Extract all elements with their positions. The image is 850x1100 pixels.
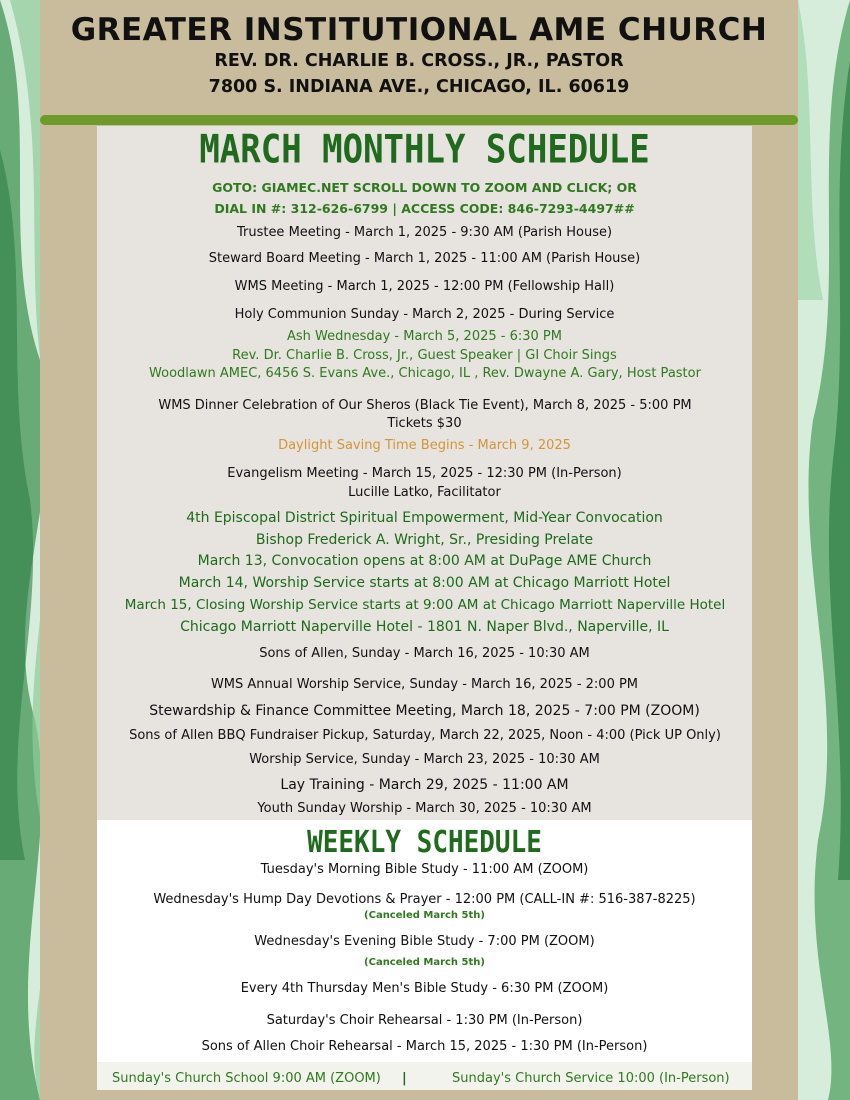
weekly-item: Wednesday's Evening Bible Study - 7:00 PM (ZOOM) bbox=[254, 934, 595, 949]
sunday-school-info: Sunday's Church School 9:00 AM (ZOOM) bbox=[112, 1071, 381, 1086]
weekly-item: Every 4th Thursday Men's Bible Study - 6:30 PM (ZOOM) bbox=[240, 981, 609, 996]
dial-in-info: DIAL IN #: 312-626-6799 | ACCESS CODE: 846-7293-4497## bbox=[214, 201, 635, 216]
weekly-item: Saturday's Choir Rehearsal - 1:30 PM (In-Person) bbox=[266, 1013, 583, 1028]
schedule-item: Woodlawn AMEC, 6456 S. Evans Ave., Chicago, IL , Rev. Dwayne A. Gary, Host Pastor bbox=[149, 366, 701, 381]
schedule-item: Worship Service, Sunday - March 23, 2025 - 10:30 AM bbox=[249, 752, 600, 767]
schedule-item: Holy Communion Sunday - March 2, 2025 - During Service bbox=[234, 307, 615, 322]
cancellation-note: (Canceled March 5th) bbox=[364, 910, 485, 921]
monthly-schedule-title: MARCH MONTHLY SCHEDULE bbox=[199, 127, 650, 173]
schedule-item: Sons of Allen BBQ Fundraiser Pickup, Saturday, March 22, 2025, Noon - 4:00 (Pick UP Only) bbox=[129, 728, 721, 743]
schedule-item: 4th Episcopal District Spiritual Empowerment, Mid-Year Convocation bbox=[186, 510, 663, 526]
schedule-item: Stewardship & Finance Committee Meeting, March 18, 2025 - 7:00 PM (ZOOM) bbox=[149, 703, 700, 719]
schedule-item: WMS Dinner Celebration of Our Sheros (Black Tie Event), March 8, 2025 - 5:00 PM bbox=[158, 398, 692, 413]
schedule-item: Rev. Dr. Charlie B. Cross, Jr., Guest Speaker | GI Choir Sings bbox=[232, 348, 617, 363]
schedule-item: Steward Board Meeting - March 1, 2025 - 11:00 AM (Parish House) bbox=[208, 251, 641, 266]
schedule-item: Bishop Frederick A. Wright, Sr., Presiding Prelate bbox=[255, 532, 594, 548]
weekly-item: Wednesday's Hump Day Devotions & Prayer - 12:00 PM (CALL-IN #: 516-387-8225) bbox=[153, 892, 696, 907]
church-name: GREATER INSTITUTIONAL AME CHURCH bbox=[70, 12, 768, 48]
schedule-item: March 14, Worship Service starts at 8:00 AM at Chicago Marriott Hotel bbox=[178, 575, 671, 591]
schedule-item: Daylight Saving Time Begins - March 9, 2025 bbox=[278, 438, 571, 453]
schedule-item: WMS Annual Worship Service, Sunday - March 16, 2025 - 2:00 PM bbox=[210, 677, 639, 692]
church-address: 7800 S. INDIANA AVE., CHICAGO, IL. 60619 bbox=[208, 77, 630, 97]
zoom-instructions: GOTO: GIAMEC.NET SCROLL DOWN TO ZOOM AND CLICK; OR bbox=[212, 180, 637, 195]
schedule-item: Chicago Marriott Naperville Hotel - 1801 N. Naper Blvd., Naperville, IL bbox=[180, 619, 669, 635]
schedule-item: Ash Wednesday - March 5, 2025 - 6:30 PM bbox=[287, 329, 562, 344]
schedule-item: Lay Training - March 29, 2025 - 11:00 AM bbox=[280, 777, 569, 793]
schedule-item: WMS Meeting - March 1, 2025 - 12:00 PM (Fellowship Hall) bbox=[234, 279, 615, 294]
right-watercolor-ribbon bbox=[798, 0, 850, 1100]
header-divider bbox=[40, 115, 798, 125]
schedule-item: Evangelism Meeting - March 15, 2025 - 12:30 PM (In-Person) bbox=[227, 466, 622, 481]
cancellation-note: (Canceled March 5th) bbox=[364, 957, 485, 968]
schedule-item: Trustee Meeting - March 1, 2025 - 9:30 AM (Parish House) bbox=[236, 225, 613, 240]
schedule-item: March 13, Convocation opens at 8:00 AM at DuPage AME Church bbox=[197, 553, 652, 569]
sunday-separator: | bbox=[402, 1071, 407, 1086]
schedule-item: Lucille Latko, Facilitator bbox=[348, 485, 501, 500]
church-header bbox=[40, 0, 798, 115]
schedule-item: March 15, Closing Worship Service starts at 9:00 AM at Chicago Marriott Naperville Hotel bbox=[124, 597, 726, 613]
pastor-name: REV. DR. CHARLIE B. CROSS., JR., PASTOR bbox=[214, 51, 624, 71]
schedule-item: Youth Sunday Worship - March 30, 2025 - 10:30 AM bbox=[257, 801, 592, 816]
sunday-service-info: Sunday's Church Service 10:00 (In-Person) bbox=[452, 1071, 730, 1086]
schedule-item: Tickets $30 bbox=[387, 416, 462, 431]
schedule-item: Sons of Allen, Sunday - March 16, 2025 - 10:30 AM bbox=[259, 646, 590, 661]
weekly-schedule-title: WEEKLY SCHEDULE bbox=[307, 825, 542, 861]
weekly-item: Tuesday's Morning Bible Study - 11:00 AM (ZOOM) bbox=[260, 862, 589, 877]
weekly-item: Sons of Allen Choir Rehearsal - March 15, 2025 - 1:30 PM (In-Person) bbox=[201, 1039, 648, 1054]
